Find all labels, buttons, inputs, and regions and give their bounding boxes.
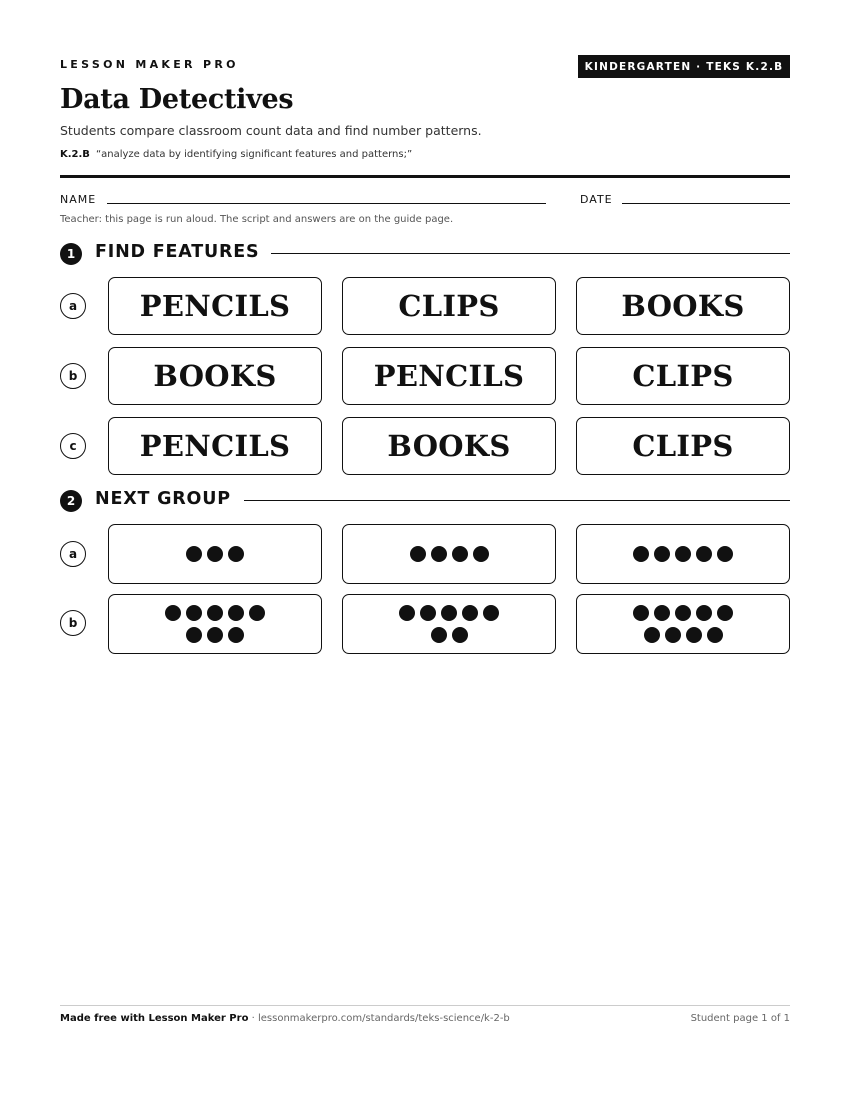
count-dot [654,605,670,621]
count-dot [483,605,499,621]
word-card[interactable] [576,347,790,405]
word-card[interactable] [108,417,322,475]
dot-row [633,605,733,621]
dot-row [431,627,468,643]
section-title: FIND FEATURES [95,242,260,262]
dot-row [186,627,244,643]
count-dot [399,605,415,621]
footer-divider [60,1005,790,1006]
count-dot [207,627,223,643]
count-dot [717,605,733,621]
name-field[interactable] [107,203,546,204]
page-title: Data Detectives [60,84,294,115]
footer-credit [60,1013,510,1024]
row-label: a [60,541,86,567]
count-dot [228,605,244,621]
brand-name: LESSON MAKER PRO [60,58,239,71]
dot-card[interactable] [576,594,790,654]
card-word: CLIPS [632,359,734,393]
card-word: BOOKS [387,429,511,463]
count-dot [441,605,457,621]
count-dot [696,546,712,562]
name-label: NAME [60,193,97,206]
count-dot [633,605,649,621]
count-dot [228,546,244,562]
dot-card[interactable] [342,594,556,654]
count-dot [675,605,691,621]
word-card[interactable] [342,347,556,405]
footer-page-number: Student page 1 of 1 [690,1013,790,1024]
count-dot [675,546,691,562]
count-dot [207,546,223,562]
dot-card[interactable] [342,524,556,584]
dot-row [186,546,244,562]
count-dot [707,627,723,643]
footer-separator: · [248,1013,258,1024]
count-dot [207,605,223,621]
count-dot [462,605,478,621]
count-dot [186,627,202,643]
count-dot [633,546,649,562]
dot-row [399,605,499,621]
word-card[interactable] [108,347,322,405]
card-word: BOOKS [153,359,277,393]
count-dot [473,546,489,562]
section-number: 2 [60,490,82,512]
dot-card[interactable] [576,524,790,584]
count-dot [431,627,447,643]
word-card[interactable] [342,417,556,475]
count-dot [654,546,670,562]
card-word: PENCILS [373,359,525,393]
count-dot [420,605,436,621]
count-dot [186,546,202,562]
section-title: NEXT GROUP [95,489,231,509]
header-divider [60,175,790,178]
date-label: DATE [580,193,613,206]
card-word: BOOKS [621,289,745,323]
count-dot [431,546,447,562]
teacher-note: Teacher: this page is run aloud. The script and answers are on the guide page. [60,214,454,225]
dot-row [633,546,733,562]
count-dot [410,546,426,562]
dot-row [644,627,723,643]
date-field[interactable] [622,203,790,204]
card-word: CLIPS [398,289,500,323]
section-number: 1 [60,243,82,265]
word-card[interactable] [108,277,322,335]
row-label: b [60,363,86,389]
count-dot [452,627,468,643]
worksheet-page [60,0,790,1100]
dot-row [165,605,265,621]
row-label: a [60,293,86,319]
dot-card[interactable] [108,524,322,584]
footer-url[interactable]: lessonmakerpro.com/standards/teks-science/k-2-b [257,1013,510,1024]
count-dot [665,627,681,643]
standard-line [60,149,412,160]
card-word: PENCILS [139,289,291,323]
count-dot [249,605,265,621]
count-dot [717,546,733,562]
card-word: PENCILS [139,429,291,463]
count-dot [165,605,181,621]
row-label: b [60,610,86,636]
count-dot [228,627,244,643]
section-divider [244,500,790,501]
section-divider [271,253,790,254]
row-label: c [60,433,86,459]
count-dot [452,546,468,562]
dot-card[interactable] [108,594,322,654]
count-dot [644,627,660,643]
card-word: CLIPS [632,429,734,463]
dot-row [410,546,489,562]
count-dot [686,627,702,643]
standard-text: “analyze data by identifying significant features and patterns;” [95,149,413,160]
footer-brand: Made free with Lesson Maker Pro [60,1013,249,1024]
word-card[interactable] [576,417,790,475]
count-dot [696,605,712,621]
word-card[interactable] [576,277,790,335]
page-subtitle: Students compare classroom count data and find number patterns. [60,123,482,138]
word-card[interactable] [342,277,556,335]
standard-code: K.2.B [60,149,90,160]
grade-badge: KINDERGARTEN · TEKS K.2.B [578,55,790,78]
count-dot [186,605,202,621]
